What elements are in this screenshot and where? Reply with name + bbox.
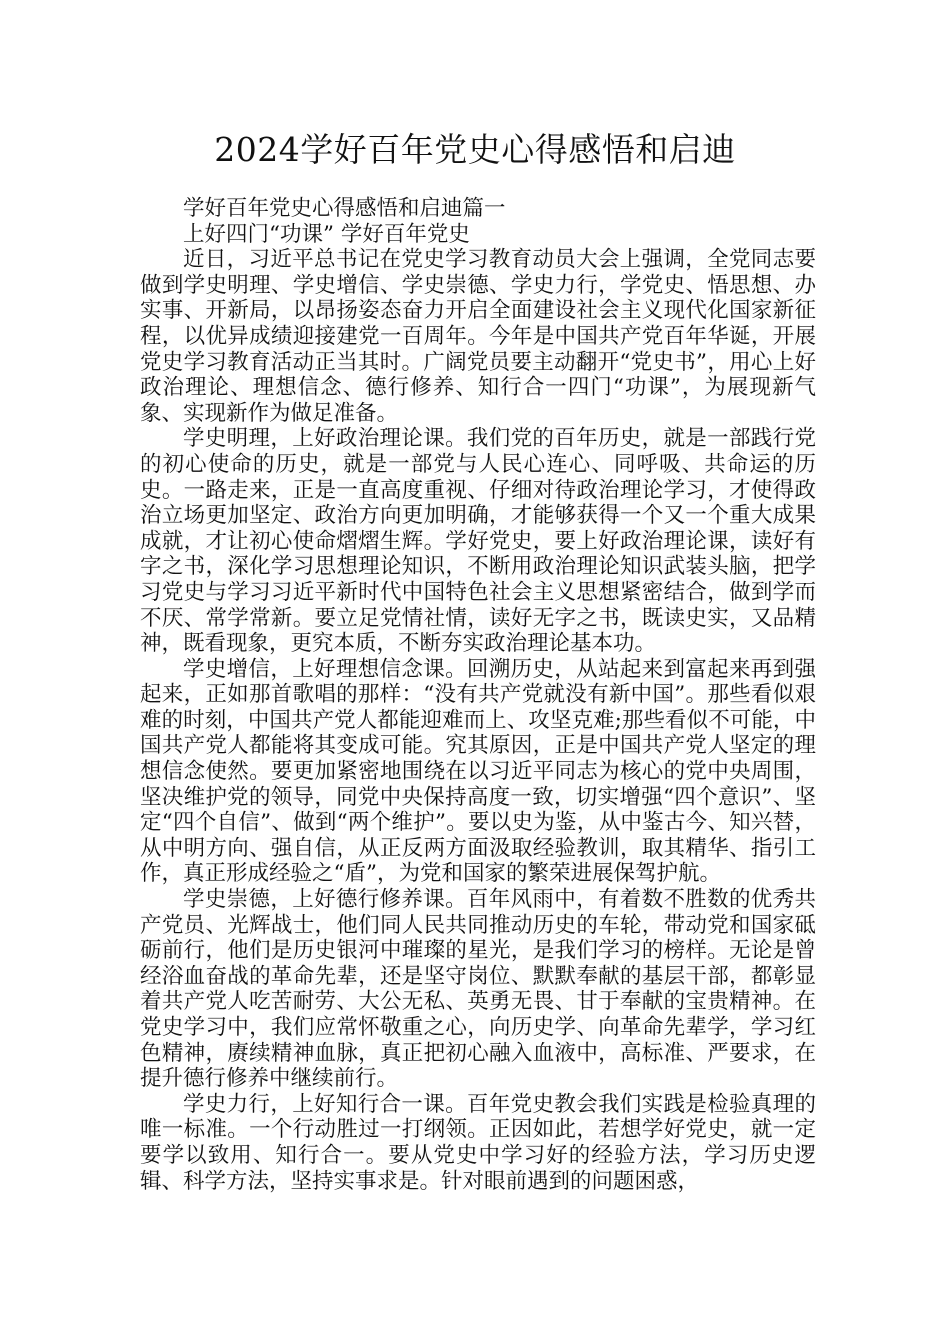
body-paragraph: 学史力行，上好知行合一课。百年党史教会我们实践是检验真理的唯一标准。一个行动胜过一打纲领。正因如此，若想学好党史，就一定要学以致用、知行合一。要从党史中学习好的经验方法，学习历史逻辑、科学方法，坚持实事求是。针对眼前遇到的问题困惑， [140,1091,816,1194]
document-body [140,196,816,1194]
body-paragraph: 学史明理，上好政治理论课。我们党的百年历史，就是一部践行党的初心使命的历史，就是一部党与人民心连心、同呼吸、共命运的历史。一路走来，正是一直高度重视、仔细对待政治理论学习，才使得政治立场更加坚定、政治方向更加明确，才能够获得一个又一个重大成果成就，才让初心使命熠熠生辉。学好党史，要上好政治理论课，读好有字之书，深化学习思想理论知识，不断用政治理论知识武装头脑，把学习党史与学习习近平新时代中国特色社会主义思想紧密结合，做到学而不厌、常学常新。要立足党情社情，读好无字之书，既读史实，又品精神，既看现象，更究本质，不断夯实政治理论基本功。 [140,426,816,657]
document-title: 2024学好百年党史心得感悟和启迪 [214,130,736,169]
section-title: 学好百年党史心得感悟和启迪篇一 [183,196,506,221]
body-paragraph: 近日，习近平总书记在党史学习教育动员大会上强调，全党同志要做到学史明理、学史增信、学史崇德、学史力行，学党史、悟思想、办实事、开新局，以昂扬姿态奋力开启全面建设社会主义现代化国家新征程，以优异成绩迎接建党一百周年。今年是中国共产党百年华诞，开展党史学习教育活动正当其时。广阔党员要主动翻开“党史书”，用心上好政治理论、理想信念、德行修养、知行合一四门“功课”，为展现新气象、实现新作为做足准备。 [140,247,816,426]
section-subtitle: 上好四门“功课” 学好百年党史 [183,221,470,247]
body-paragraph: 学史增信，上好理想信念课。回溯历史，从站起来到富起来再到强起来，正如那首歌唱的那样：“没有共产党就没有新中国”。那些看似艰难的时刻，中国共产党人都能迎难而上、攻坚克难;那些看似不可能，中国共产党人都能将其变成可能。究其原因，正是中国共产党人坚定的理想信念使然。要更加紧密地围绕在以习近平同志为核心的党中央周围，坚决维护党的领导，同党中央保持高度一致，切实增强“四个意识”、坚定“四个自信”、做到“两个维护”。要以史为鉴，从中鉴古今、知兴替，从中明方向、强自信，从正反两方面汲取经验教训，取其精华、指引工作，真正形成经验之“盾”，为党和国家的繁荣进展保驾护航。 [140,656,816,887]
body-paragraph: 学史崇德，上好德行修养课。百年风雨中，有着数不胜数的优秀共产党员、光辉战士，他们同人民共同推动历史的车轮，带动党和国家砥砺前行，他们是历史银河中璀璨的星光，是我们学习的榜样。无论是曾经浴血奋战的革命先辈，还是坚守岗位、默默奉献的基层干部，都彰显着共产党人吃苦耐劳、大公无私、英勇无畏、甘于奉献的宝贵精神。在党史学习中，我们应常怀敬重之心，向历史学、向革命先辈学，学习红色精神，赓续精神血脉，真正把初心融入血液中，高标准、严要求，在提升德行修养中继续前行。 [140,887,816,1092]
